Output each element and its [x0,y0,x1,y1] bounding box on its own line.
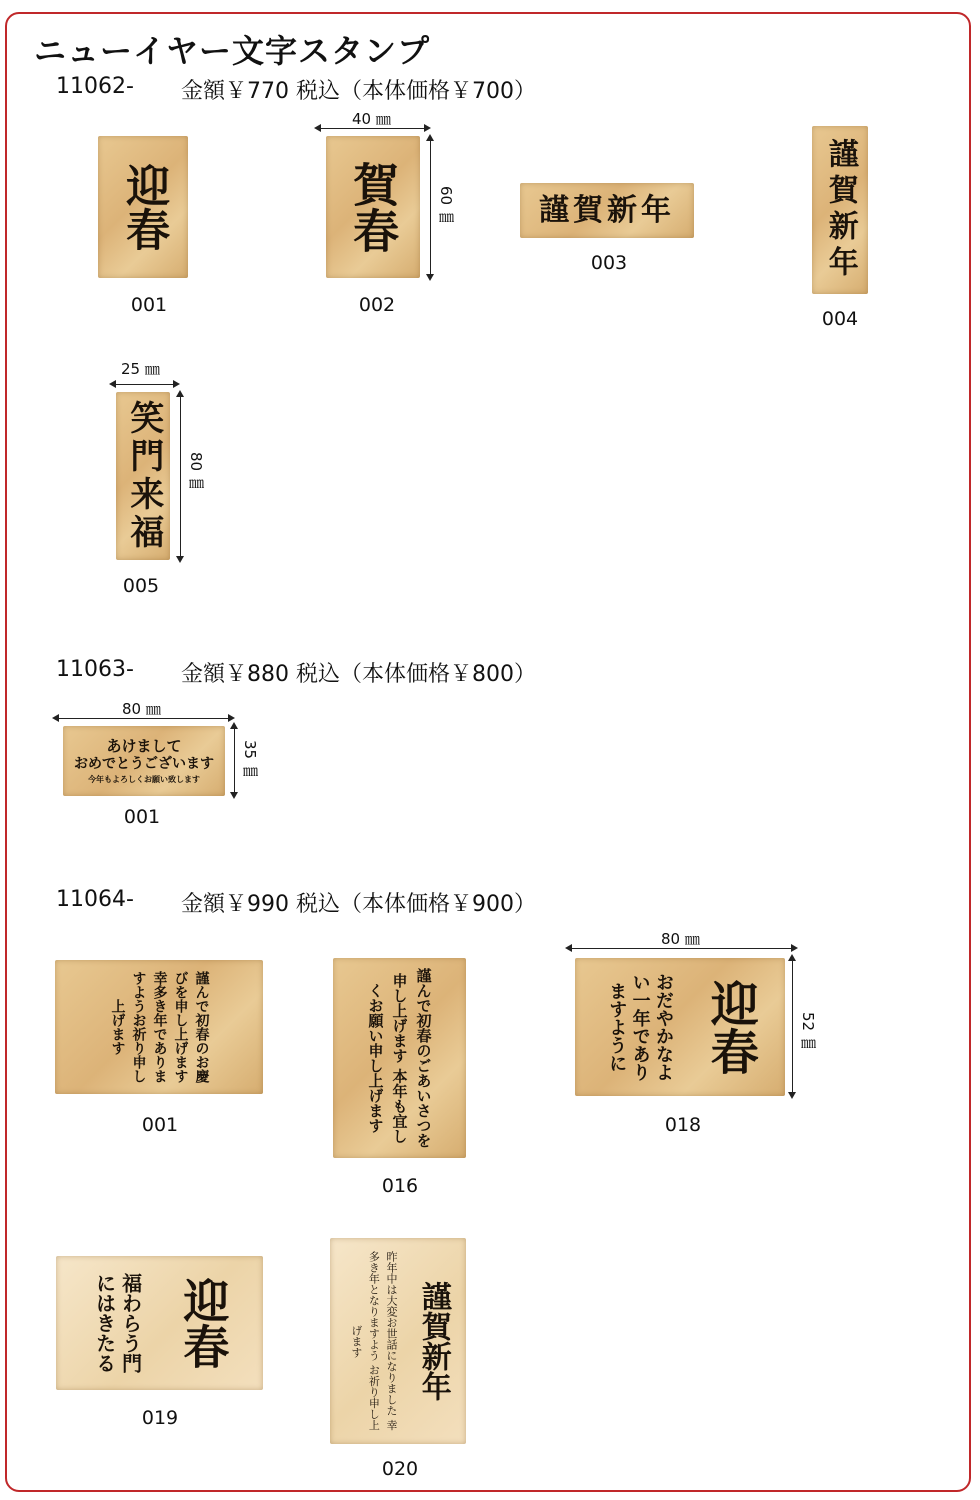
height-dimension: 52 ㎜ [799,1012,817,1051]
stamp-text: 謹んで初春のお慶びを申し上げます 幸多き年でありますようお祈り申し上げます [109,971,210,1083]
item-label: 005 [122,575,160,597]
height-dimension: 35 ㎜ [241,740,259,779]
dimension-line [430,136,431,278]
arrow-icon [426,274,434,281]
arrow-icon [173,380,180,388]
arrow-icon [52,714,59,722]
stamp-text: 迎春 [118,163,170,251]
dimension-line [792,956,793,1096]
section-11062-header [56,74,536,104]
section-code: 11062- [56,74,134,99]
stamp-line-2: おめでとうございます [74,755,214,772]
dimension-line [180,392,181,560]
page-title: ニューイヤー文字スタンプ [34,32,431,70]
arrow-icon [791,944,798,952]
stamp-image[interactable] [330,1238,466,1444]
stamp-text: 謹賀新年 [822,138,858,282]
arrow-icon [230,722,238,729]
section-11064-header [56,887,536,917]
section-11063-header [56,657,536,687]
width-dimension: 25 ㎜ [121,360,160,378]
stamp-text: 賀春 [346,161,401,253]
stamp-line-3: 今年もよろしくお願い致します [88,773,200,784]
stamp-small-text: おだやかなよい一年でありますように [606,973,674,1081]
dimension-line [234,724,235,796]
stamp-image[interactable] [326,136,420,278]
stamp-text: 謹賀新年 [539,192,675,228]
arrow-icon [176,556,184,563]
stamp-image[interactable] [116,392,170,560]
stamp-big-text: 迎春 [176,1277,231,1369]
stamp-image[interactable] [63,726,225,796]
dimension-line [111,384,177,385]
width-dimension: 80 ㎜ [122,700,161,718]
item-label: 001 [130,294,168,316]
stamp-image[interactable] [812,126,868,294]
stamp-text: 笑門来福 [123,400,164,552]
section-code: 11064- [56,887,134,912]
arrow-icon [424,124,431,132]
item-label: 002 [358,294,396,316]
item-label: 001 [141,1114,179,1136]
arrow-icon [230,792,238,799]
height-dimension: 80 ㎜ [187,452,205,491]
arrow-icon [176,390,184,397]
stamp-line-1: あけまして [106,737,182,756]
item-label: 001 [123,806,161,828]
arrow-icon [314,124,321,132]
section-price: 金額￥880 税込（本体価格￥800） [181,662,536,687]
stamp-image[interactable] [98,136,188,278]
arrow-icon [109,380,116,388]
arrow-icon [565,944,572,952]
arrow-icon [788,1092,796,1099]
stamp-small-text: 昨年中は大変お世話になりました 幸多き年となりますよう お祈り申し上げます [349,1251,399,1431]
stamp-image[interactable] [575,958,785,1096]
arrow-icon [228,714,235,722]
item-label: 016 [381,1175,419,1197]
item-label: 018 [664,1114,702,1136]
section-price: 金額￥990 税込（本体価格￥900） [181,892,536,917]
stamp-small-text: 福わらう門にはきたる [92,1273,143,1373]
stamp-image[interactable] [333,958,466,1158]
section-code: 11063- [56,657,134,682]
arrow-icon [788,954,796,961]
stamp-image[interactable] [56,1256,263,1390]
stamp-text: 謹んで初春のごあいさつを申し上げます 本年も宜しくお願い申し上げます [366,968,433,1148]
section-price: 金額￥770 税込（本体価格￥700） [181,79,536,104]
width-dimension: 80 ㎜ [661,930,700,948]
item-label: 003 [590,252,628,274]
height-dimension: 60 ㎜ [437,186,455,225]
item-label: 020 [381,1458,419,1480]
stamp-image[interactable] [520,183,694,238]
item-label: 019 [141,1407,179,1429]
stamp-image[interactable] [55,960,263,1094]
arrow-icon [426,134,434,141]
width-dimension: 40 ㎜ [352,110,391,128]
stamp-big-text: 迎春 [702,979,759,1075]
item-label: 004 [821,308,859,330]
stamp-big-text: 謹賀新年 [415,1281,451,1401]
